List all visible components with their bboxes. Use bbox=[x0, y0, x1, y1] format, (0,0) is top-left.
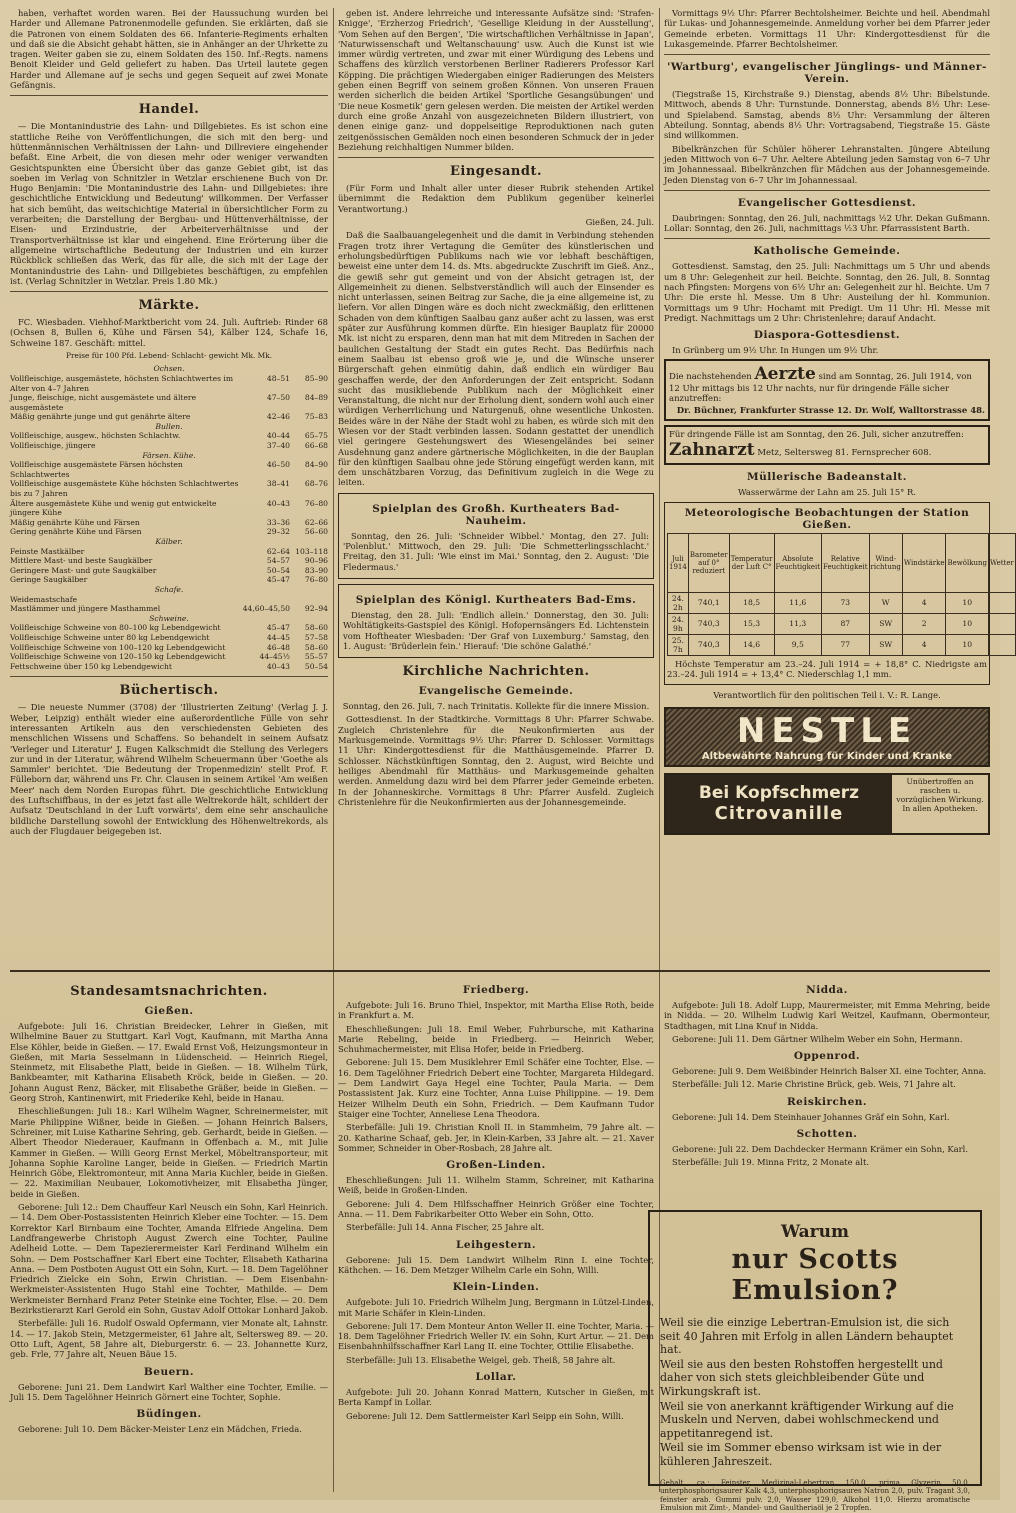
price-row bbox=[10, 527, 328, 537]
standesamt-entry: Eheschließungen: Juli 18.: Karl Wilhelm Wagner, Schreinermeister, mit Marie Philippine Wißner, beide in Gießen. — Johann Heinrich Balsers, Schreiner, mit Luise Katharine Sehring, geb. Gerhardt, beide in Gießen. — Albert Theodor Niederauer, Kaufmann in Offenbach a. M., mit Julie Kammer in Gießen. — Willi Georg Ernst Merkel, Möbeltransporteur, mit Johanna Sophie Karoline Langer, beide in Gießen. — Friedrich Martin Heinrich Göbe, Elektromonteur, mit Anna Maria Kuchler, beide in Gießen. — 22. Maximilian Neubauer, Lokomotivheizer, mit Elisabetha Jünger, beide in Gießen. bbox=[10, 1106, 328, 1199]
standesamt-entry: Geborene: Juli 17. Dem Monteur Anton Weller II. eine Tochter, Maria. — 18. Dem Tagelöhner Friedrich Weller IV. ein Sohn, Kurt Artur. — 21. Dem Eisenbahnhilfsschaffner Karl Lang II. eine Tochter, Ottilie Elisabethe. bbox=[338, 1320, 654, 1352]
nestle-logo: NESTLE bbox=[736, 711, 918, 752]
meteo-cell: 15,3 bbox=[729, 613, 774, 634]
price-label: Vollfleischige, ausgew., höchsten Schlachtw. bbox=[10, 431, 181, 441]
meteo-cell: W bbox=[869, 592, 902, 613]
price-dressed: 76–80 bbox=[304, 575, 328, 585]
standesamt-entry: Sterbefälle: Juli 12. Marie Christine Brück, geb. Weis, 71 Jahre alt. bbox=[672, 1079, 956, 1090]
price-dressed: 66–68 bbox=[304, 441, 328, 451]
meteo-cell bbox=[988, 634, 1015, 655]
meteo-cell: 740,3 bbox=[688, 613, 729, 634]
place-nidda: Nidda. bbox=[806, 984, 848, 996]
meteo-column-header: Relative Feuchtigkeit bbox=[822, 533, 870, 592]
standesamt-entry: Geborene: Juli 10. Dem Bäcker-Meister Lenz ein Mädchen, Frieda. bbox=[18, 1424, 302, 1435]
nestle-slogan: Altbewährte Nahrung für Kinder und Kranke bbox=[701, 751, 953, 763]
section-title-eingesandt: Eingesandt. bbox=[450, 164, 542, 180]
standesamt-middle bbox=[338, 978, 654, 1492]
spielplan-nauheim bbox=[338, 493, 654, 579]
price-label: Vollfleischige ausgemästete Kühe höchsten Schlachtwertes bis zu 7 Jahren bbox=[10, 479, 239, 499]
price-dressed: 55–57 bbox=[304, 652, 328, 662]
column-divider bbox=[333, 8, 334, 1492]
price-live: 42–46 bbox=[266, 412, 290, 422]
price-label: Mäßig genährte Kühe und Färsen bbox=[10, 517, 140, 527]
meteo-column-header: Juli 1914 bbox=[668, 533, 689, 592]
meteo-cell: 10 bbox=[946, 613, 988, 634]
spielplan-ems-text: Dienstag, den 28. Juli: 'Endlich allein.' Donnerstag, den 30. Juli: Wohltätigkeits-Gastspiel des Königl. Hofopernsängers Ed. Lichtenstein vom Hoftheater Wiesbaden: 'Der Graf von Luxemburg.' Samstag, den 1. August: 'Brüderlein fein.' Hierauf: 'Die schöne Galathé.' bbox=[343, 609, 649, 651]
price-row bbox=[10, 441, 328, 451]
spielplan-nauheim-title: Spielplan des Großh. Kurtheaters Bad-Nauheim. bbox=[372, 502, 620, 527]
price-label: Weidemastschafe bbox=[10, 594, 78, 604]
divider bbox=[664, 190, 990, 191]
meteo-row bbox=[668, 613, 1016, 634]
price-live: 46–48 bbox=[266, 642, 290, 652]
price-row bbox=[10, 499, 328, 518]
price-label: Vollfleischige, jüngere bbox=[10, 441, 96, 451]
price-row bbox=[10, 479, 328, 498]
aerzte-heading: Aerzte bbox=[754, 363, 816, 384]
price-label: Ochsen. bbox=[153, 364, 185, 374]
standesamt-entry: Aufgebote: Juli 10. Friedrich Wilhelm Jung, Bergmann in Lützel-Linden, mit Marie Schäfer in Klein-Linden. bbox=[338, 1297, 654, 1318]
place-grossen-linden: Großen-Linden. bbox=[446, 1159, 546, 1172]
divider bbox=[10, 676, 328, 677]
price-dressed: 84–90 bbox=[304, 460, 328, 470]
emulsion-reason: Weil sie die einzige Lebertran-Emulsion ist, die sich seit 40 Jahren mit Erfolg in allen Ländern behauptet hat. bbox=[660, 1316, 954, 1357]
price-live: 40–43 bbox=[266, 498, 290, 508]
price-label: Vollfleischige, ausgemästete, höchsten Schlachtwertes im Alter von 4–7 Jahren bbox=[10, 373, 234, 393]
price-live: 48–51 bbox=[266, 373, 290, 383]
price-dressed: 83–90 bbox=[304, 565, 328, 575]
price-live: 45–47 bbox=[266, 623, 290, 633]
standesamt-entry: Aufgebote: Juli 20. Johann Konrad Mattern, Kutscher in Gießen, mit Berta Kampf in Lollar. bbox=[338, 1387, 654, 1408]
place-klein-linden: Klein-Linden. bbox=[452, 1281, 540, 1294]
meteo-cell bbox=[988, 613, 1015, 634]
price-dressed: 65–75 bbox=[304, 431, 328, 441]
meteo-title: Meteorologische Beobachtungen der Station Gießen. bbox=[684, 506, 970, 531]
meteo-cell: 2 bbox=[902, 613, 946, 634]
standesamt-entry: Geborene: Juli 22. Dem Dachdecker Hermann Krämer ein Sohn, Karl. bbox=[672, 1144, 969, 1155]
price-dressed: 56–60 bbox=[304, 527, 328, 537]
price-live: 40–43 bbox=[266, 661, 290, 671]
market-report-head: FC. Wiesbaden. Viehhof-Marktbericht vom 24. Juli. Auftrieb: Rinder 68 (Ochsen 8, Bullen 6, Kühe und Färsen 54), Kälber 124, Schafe 16, Schweine 187. Geschäft: mittel. bbox=[10, 317, 328, 348]
price-label: Mastlämmer und jüngere Masthammel bbox=[10, 604, 161, 614]
eingesandt-note: (Für Form und Inhalt aller unter dieser Rubrik stehenden Artikel übernimmt die Redaktion dem Publikum gegenüber keinerlei Verantwortung.) bbox=[338, 183, 654, 214]
price-dressed: 84–89 bbox=[304, 393, 328, 403]
standesamt-entry: Sterbefälle: Juli 13. Elisabethe Weigel, geb. Theiß, 58 Jahre alt. bbox=[346, 1354, 616, 1365]
standesamt-entry: Geborene: Juli 15. Dem Musiklehrer Emil Schäfer eine Tochter, Else. — 16. Dem Tagelöhner Friedrich Debert eine Tochter, Margareta Hildegard. — Dem Landwirt Gaya Hegel eine Tochter, Paula Maria. — Dem Postassistent Jak. Kurz eine Tochter, Anna Luise Philippine. — 19. Dem Heizer Wilhelm Deuth ein Sohn, Friedrich. — Dem Kaufmann Tudor Staiger eine Tochter, Anneliese Lena Theodora. bbox=[338, 1057, 654, 1119]
column-left bbox=[10, 8, 328, 968]
price-label: Vollfleischige Schweine von 100–120 kg Lebendgewicht bbox=[10, 642, 226, 652]
meteo-cell: 4 bbox=[902, 634, 946, 655]
meteo-table bbox=[667, 533, 1016, 656]
article-buchertisch: — Die neueste Nummer (3708) der 'Illustrierten Zeitung' (Verlag J. J. Weber, Leipzig) enthält wieder eine außerordentliche Fülle von sehr interessanten Artikeln aus den verschiedensten Gebieten des menschlichen Wissens und Schaffens. So behandelt in seinem Aufsatz 'Verleger und Literatur' J. Eugen Kalkschmidt die Stellung des Verlegers zur und in der Literatur, während Wilhelm Scheuermann über 'Goethe als Sammler' berichtet. 'Die Bedeutung der Tropenmedizin' stellt Prof. F. Fülleborn dar, während uns Fr. Chr. Clausen in seinem Artikel 'Am weißen Meer' nach dem Norden Europas führt. Die geschichtliche Entwicklung des Luftschiffbaus, in der es jetzt fast alle Weltrekorde hält, schildert der Aufsatz 'Deutschland in der Luft vorwärts', dem eine sehr anschauliche bildliche Darstellung sowohl der Entwicklung des Höhenweltrekords, als auch der Flugdauer beigegeben ist. bbox=[10, 702, 328, 836]
standesamt-entry: Sterbefälle: Juli 14. Anna Fischer, 25 Jahre alt. bbox=[346, 1222, 545, 1233]
standesamt-entry: Aufgebote: Juli 16. Christian Breidecker, Lehrer in Gießen, mit Wilhelmine Bauer zu Stuttgart. Karl Vogt, Kaufmann, mit Martha Anna Else Köhler, beide in Gießen. — 17. Ewald Ernst Voß, Heizungsmonteur in Gießen, mit Maria Sesselmann in Lüdenscheid. — Heinrich Riegel, Steinmetz, mit Elisabethe Platt, beide in Gießen. — 18. Wilhelm Türk, Bankbeamter, mit Katharina Elisabeth Kröck, beide in Gießen. — 20. Johann August Renz, Bäcker, mit Elisabethe Gräßer, beide in Gießen. — Georg Stroh, Kantinenwirt, mit Friederike Kehl, beide in Hanau. bbox=[10, 1021, 328, 1104]
price-row bbox=[10, 662, 328, 672]
section-divider bbox=[10, 970, 990, 972]
kirchliche-date: Sonntag, den 26. Juli, 7. nach Trinitatis. Kollekte für die innere Mission. bbox=[342, 701, 650, 712]
standesamt-entry: Geborene: Juli 14. Dem Steinhauer Johannes Gräf ein Sohn, Karl. bbox=[672, 1111, 950, 1122]
price-dressed: 90–96 bbox=[304, 556, 328, 566]
meteo-cell: 10 bbox=[946, 592, 988, 613]
price-live: 33–36 bbox=[266, 517, 290, 527]
place-friedberg: Friedberg. bbox=[462, 984, 530, 996]
zahnarzt-notice bbox=[664, 425, 990, 465]
meteo-cell: 4 bbox=[902, 592, 946, 613]
price-label: Gering genährte Kühe und Färsen bbox=[10, 527, 142, 537]
aerzte-notice bbox=[664, 359, 990, 421]
price-live: 46–50 bbox=[266, 460, 290, 470]
price-row bbox=[10, 412, 328, 422]
price-label: Kälber. bbox=[155, 537, 183, 546]
zahnarzt-pre: Für dringende Fälle ist am Sonntag, den 26. Juli, sicher anzutreffen: bbox=[669, 429, 964, 440]
meteo-column-header: Temperatur der Luft C° bbox=[729, 533, 774, 592]
price-label: Feinste Mastkälber bbox=[10, 546, 85, 556]
nestle-banner bbox=[666, 709, 988, 765]
kirchliche-subtitle: Evangelische Gemeinde. bbox=[418, 685, 574, 698]
price-row bbox=[10, 547, 328, 557]
place-schotten: Schotten. bbox=[796, 1128, 858, 1141]
meteo-column-header: Absolute Feuchtigkeit bbox=[774, 533, 822, 592]
price-label: Färsen. Kühe. bbox=[142, 450, 196, 460]
price-row bbox=[10, 633, 328, 643]
standesamt-entry: Sterbefälle: Juli 16. Rudolf Oswald Opfermann, vier Monate alt, Lahnstr. 14. — 17. Jakob Stein, Metzgermeister, 61 Jahre alt, Seltersweg 89. — 20. Otto Luft, Agent, 58 Jahre alt, Dieburgerstr. 6. — 23. Johannette Kurz, geb. Frle, 77 Jahre alt, Neuen Bäue 15. bbox=[10, 1318, 328, 1360]
verantwortlich: Verantwortlich für den politischen Teil i. V.: R. Lange. bbox=[713, 690, 941, 701]
article-intro: haben, verhaftet worden waren. Bei der Haussuchung wurden bei Harder und Allemane Patronenmodelle gefunden. Sie erklärten, daß sie die Patronen von einem Soldaten des 66. Infanterie-Regiments erhalten und daß sie die Absicht gehabt hätten, sie in Anhänger an der Uhrkette zu tragen. Weiter gaben sie zu, einem Soldaten des 150. Inf.-Regts. namens Benoit Kleider und Geld geliefert zu haben. Das Urteil lautete gegen Harder und Allemane auf je sechs und gegen Sequeit auf zwei Monate Gefängnis. bbox=[10, 8, 328, 91]
meteo-cell: SW bbox=[869, 613, 902, 634]
standesamt-title: Standesamtsnachrichten. bbox=[70, 984, 268, 999]
price-label: Ältere ausgemästete Kühe und wenig gut entwickelte jüngere Kühe bbox=[10, 498, 217, 518]
price-live: 50–54 bbox=[266, 565, 290, 575]
meteo-cell bbox=[988, 592, 1015, 613]
aerzte-post: sind am Sonntag, 26. Juli 1914, von 12 Uhr mittags bis 12 Uhr nachts, nur für dringende Fälle sicher anzutreffen: bbox=[669, 371, 972, 404]
standesamt-left bbox=[10, 978, 328, 1492]
meteo-column-header: Bewölkung bbox=[946, 533, 988, 592]
price-label: Schafe. bbox=[154, 584, 184, 594]
price-label: Vollfleischige Schweine von 120–150 kg Lebendgewicht bbox=[10, 652, 226, 662]
meteo-cell: 24. 2h bbox=[668, 592, 689, 613]
place-budingen: Büdingen. bbox=[136, 1408, 202, 1421]
price-label: Bullen. bbox=[155, 421, 183, 431]
price-row bbox=[10, 652, 328, 662]
price-row bbox=[10, 575, 328, 585]
price-dressed: 85–90 bbox=[304, 373, 328, 383]
standesamt-entry: Geborene: Juli 12.: Dem Chauffeur Karl Neusch ein Sohn, Karl Heinrich. — 14. Dem Ober-Postassistenten Heinrich Kleber eine Tochter. — 15. Dem Korrektor Karl Birnbaum eine Tochter, Amanda Elfriede Angelina. Dem Landfrangewerbe Christoph August Zwerch eine Tochter, Pauline Adelheid Lotte. — Dem Tapezierermeister Karl Ferdinand Wilhelm ein Sohn. — Dem Postschaffner Karl Ebert eine Tochter, Elisabeth Katharina Anna. — Dem Postboten August Ott ein Sohn, Kurt. — 18. Dem Tagelöhner Friedrich Zielcke ein Sohn, Erwin Christian. — Dem Eisenbahn-Werkmeister-Assistenten Hugo Stahl eine Tochter, Mathilde. — Dem Werkmeister Bernhard Franz Peter Steinke eine Tochter, Else. — 20. Dem Bezirkstierarzt Karl Gerold ein Sohn, Gustav Adolf Ottokar Lonhard Jakob. bbox=[10, 1202, 328, 1316]
price-dressed: 58–60 bbox=[304, 623, 328, 633]
kirchliche-text: Gottesdienst. In der Stadtkirche. Vormittags 8 Uhr: Pfarrer Schwabe. Zugleich Christenlehre für die Neukonfirmierten aus der Markusgemeinde. Vormittags 9½ Uhr: Pfarrer D. Schlosser. Vormittags 11 Uhr: Kindergottesdienst für die Matthäusgemeinde. Pfarrer D. Schlosser. Nächstkünftigen Sonntag, den 2. August, wird Beichte und heiliges Abendmahl für Matthäus- und Markusgemeinde gehalten werden. Anmeldung dazu wird bei dem Pfarrer jeder Gemeinde erbeten. In der Johanneskirche. Vormittags 8 Uhr: Pfarrer Ausfeld. Zugleich Christenlehre für die Neukonfirmierten aus der Johannesgemeinde. bbox=[338, 714, 654, 807]
meteo-cell: 25. 7h bbox=[668, 634, 689, 655]
meteo-cell: 11,6 bbox=[774, 592, 822, 613]
meteo-cell: 77 bbox=[822, 634, 870, 655]
price-row bbox=[10, 451, 328, 461]
standesamt-entry: Geborene: Juli 4. Dem Hilfsschaffner Heinrich Größer eine Tochter, Anna. — 11. Dem Fabrikarbeiter Otto Weber ein Sohn, Otto. bbox=[338, 1198, 654, 1220]
citrovanille-banner bbox=[666, 775, 892, 833]
kath-text: Gottesdienst. Samstag, den 25. Juli: Nachmittags um 5 Uhr und abends um 8 Uhr: Gelegenheit zur heil. Beichte. Sonntag, den 26. Juli, 8. Sonntag nach Pfingsten: Morgens von 6½ Uhr an: Gelegenheit zur hl. Beichte. Um 7 Uhr: Die erste hl. Messe. Um 8 Uhr: Austeilung der hl. Kommunion. Vormittags um 9 Uhr: Hochamt mit Predigt. Um 11 Uhr: Hl. Messe mit Predigt. Nachmittags um 2 Uhr: Christenlehre; darauf Andacht. bbox=[664, 261, 990, 323]
price-live: 44–45 bbox=[266, 632, 290, 642]
standesamt-entry: Geborene: Juni 21. Dem Landwirt Karl Walther eine Tochter, Emilie. — Juli 15. Dem Tagelöhner Heinrich Görnert eine Tochter, Sophie. bbox=[10, 1381, 328, 1402]
citrovanille-brand: Citrovanille bbox=[714, 803, 844, 825]
price-live: 47–50 bbox=[266, 393, 290, 403]
divider bbox=[10, 291, 328, 292]
section-title-kirchliche: Kirchliche Nachrichten. bbox=[402, 664, 590, 680]
price-dressed: 75–83 bbox=[304, 412, 328, 422]
price-row bbox=[10, 595, 328, 605]
price-live: 40–44 bbox=[266, 431, 290, 441]
meteo-column-header: Barometer auf 0° reduziert bbox=[688, 533, 729, 592]
price-row bbox=[10, 518, 328, 528]
price-label: Geringe Saugkälber bbox=[10, 575, 88, 585]
price-row bbox=[10, 643, 328, 653]
price-live: 29–32 bbox=[266, 527, 290, 537]
diaspora-text: In Grünberg um 9½ Uhr. In Hungen um 9½ Uhr. bbox=[672, 345, 879, 356]
citrovanille-ad bbox=[664, 773, 990, 835]
meteo-cell: 740,1 bbox=[688, 592, 729, 613]
meteo-cell: 18,5 bbox=[729, 592, 774, 613]
emulsion-reason: Weil sie im Sommer ebenso wirksam ist wie in der kühleren Jahreszeit. bbox=[660, 1441, 942, 1468]
bibel-text: Bibelkränzchen für Schüler höherer Lehranstalten. Jüngere Abteilung jeden Mittwoch von 6–7 Uhr. Aeltere Abteilung jeden Samstag von 6–7 Uhr im Johannessaal. Bibelkränzchen für Mädchen aus der Johannesgemeinde. Jeden Dienstag von 6–7 Uhr im Johannessaal. bbox=[664, 143, 990, 185]
price-row bbox=[10, 431, 328, 441]
standesamt-right bbox=[664, 978, 990, 1203]
standesamt-entry: Geborene: Juli 11. Dem Gärtner Wilhelm Weber ein Sohn, Hermann. bbox=[672, 1033, 963, 1044]
meteo-cell: 10 bbox=[946, 634, 988, 655]
price-label: Junge, fleischige, nicht ausgemästete und ältere ausgemästete bbox=[10, 393, 197, 412]
meteo-column-header: Wetter bbox=[988, 533, 1015, 592]
column-middle bbox=[338, 8, 654, 968]
price-row bbox=[10, 364, 328, 374]
spielplan-nauheim-text: Sonntag, den 26. Juli: 'Schneider Wibbel.' Montag, den 27. Juli: 'Polenblut.' Mittwoch, den 29. Juli: 'Die Schmetterlingsschlacht.' Freitag, den 31. Juli: 'Wie einst im Mai.' Sonntag, den 2. August: 'Die Fledermaus.' bbox=[343, 530, 649, 572]
emulsion-reason: Weil sie von anerkannt kräftigender Wirkung auf die Muskeln und Nerven, dabei wohlschmeckend und appetitanregend ist. bbox=[660, 1399, 954, 1440]
emulsion-headline: Warum bbox=[781, 1222, 849, 1242]
price-live: 44–45½ bbox=[259, 652, 290, 662]
place-lollar: Lollar. bbox=[475, 1371, 517, 1384]
price-row bbox=[10, 566, 328, 576]
place-oppenrod: Oppenrod. bbox=[793, 1050, 861, 1063]
meteo-column-header: Wind-richtung bbox=[869, 533, 902, 592]
price-row bbox=[10, 422, 328, 432]
price-label: Mäßig genährte junge und gut genährte ältere bbox=[10, 412, 191, 422]
standesamt-entry: Eheschließungen: Juli 18. Emil Weber, Fuhrbursche, mit Katharina Marie Rebeling, beide in Friedberg. — Heinrich Weber, Schuhmachermeister, mit Elisa Hofer, beide in Friedberg. bbox=[338, 1023, 654, 1055]
standesamt-entry: Eheschließungen: Juli 11. Wilhelm Stamm, Schreiner, mit Katharina Weiß, beide in Großen-Linden. bbox=[338, 1175, 654, 1196]
meteo-cell: 87 bbox=[822, 613, 870, 634]
kath-title: Katholische Gemeinde. bbox=[753, 245, 901, 258]
meteo-cell: SW bbox=[869, 634, 902, 655]
price-row bbox=[10, 585, 328, 595]
article-eingesandt: Daß die Saalbauangelegenheit und die damit in Verbindung stehenden Fragen trotz ihrer Vertagung die Gemüter des künstlerischen und erholungsbedürftigen Publikums nach wie vor lebhaft beschäftigen, beweist eine unter dem 14. ds. Mts. abgedruckte Zuschrift im Gieß. Anz., die gewiß sehr gut gemeint und von der Absicht getragen ist, der Allgemeinheit zu dienen. Selbstverständlich will auch der Einsender es nicht unterlassen, seinen Beitrag zur Sache, die ja eine allgemeine ist, zu liefern. Vor allen Dingen wäre es doch nicht zweckmäßig, den erlittenen Schaden von dem künftigen Saalbau ganz außer acht zu lassen, was erst später zur Ausführung kommen dürfte. Ein hiesiger Bauplatz für 20000 Mk. ist nicht zu ersparen, denn man hat mit dem Mitreden in Sachen der baulichen Gestaltung der Stadt ein gutes Recht. Das Bedürfnis nach einem Saalbau ist ebenso groß wie je, und die Wünsche unserer Bürgerschaft gehen einmütig dahin, daß endlich ein würdiger Bau geschaffen werde, der den Anforderungen der Zeit entspricht. Sodann sucht das musikliebende Publikum nach der Möglichkeit einer Veranstaltung, die nicht nur der Erholung dient, sondern wohl auch einer würdigen Verherrlichung und Naturgenuß, ohne wesentliche Unkosten. Beides wäre in der Nähe der Stadt wohl zu haben, es würde sich mit den Wiesen vor der Stadt verbinden lassen. Sodann gestattet der unendlich viel geringere Gestehungswert des Wiesengeländes bei seiner Ausdehnung ganz andere gärtnerische Möglichkeiten, in die der Bauplan für den künftigen Saalbau ohne jede Störung eingefügt werden kann, mit dem unschätzbaren Vorzug, das Definitivum zugleich in die Wege zu leiten. bbox=[338, 230, 654, 488]
spielplan-ems bbox=[338, 584, 654, 658]
meteo-cell: 14,6 bbox=[729, 634, 774, 655]
place-giessen: Gießen. bbox=[144, 1005, 194, 1017]
standesamt-entry: Sterbefälle: Juli 19. Christian Knoll II. in Stammheim, 79 Jahre alt. — 20. Katharine Schaaf, geb. Jer, in Klein-Karben, 33 Jahre alt. — 21. Xaver Sommer, Schneider in Ober-Rosbach, 28 Jahre alt. bbox=[338, 1122, 654, 1153]
price-live: 44,60–45,50 bbox=[242, 604, 290, 614]
price-label: Vollfleischige Schweine von 80–100 kg Lebendgewicht bbox=[10, 623, 221, 633]
divider bbox=[10, 95, 328, 96]
price-row bbox=[10, 556, 328, 566]
place-reiskirchen: Reiskirchen. bbox=[786, 1095, 868, 1108]
spielplan-ems-title: Spielplan des Königl. Kurtheaters Bad-Ems. bbox=[355, 593, 637, 606]
standesamt-entry: Geborene: Juli 12. Dem Sattlermeister Karl Seipp ein Sohn, Willi. bbox=[346, 1410, 624, 1421]
price-label: Vollfleischige ausgemästete Färsen höchsten Schlachtwertes bbox=[10, 460, 183, 479]
price-live: 62–64 bbox=[266, 546, 290, 556]
article-cont: geben ist. Andere lehrreiche und interessante Aufsätze sind: 'Strafen-Knigge', 'Erzherzog Friedrich', 'Gesellige Kleidung in der Ausstellung', 'Vom Sehen auf den Bergen', 'Die wirtschaftlichen Verhältnisse in Japan', 'Naturwissenschaft und Weltanschauung' usw. Auch die Kunst ist wie immer würdig vertreten, und zwar mit einer Würdigung des Lebens und Schaffens des kürzlich verstorbenen Berliner Radierers Professor Karl Köpping. Die prächtigen Wiedergaben einiger Radierungen des Meisters geben einen Begriff von seinem großen Können. Von unseren Frauen werden sicherlich die beiden Artikel 'Sportliche Gesangsübungen' und 'Die neue Kosmetik' gern gelesen werden. Die meisten der Artikel werden durch eine große Anzahl von ausgezeichneten Bildern illustriert, von denen einige ganz- und doppelseitige Reproduktionen nach guten zeitgenössischen Gemälden noch einen besonderen Schmuck der in jeder Beziehung reichhaltigen Nummer bilden. bbox=[338, 8, 654, 152]
emulsion-reason: Weil sie aus den besten Rohstoffen hergestellt und daher von sich stets gleichbleibender Güte und Wirkungskraft ist. bbox=[660, 1357, 943, 1398]
price-dressed: 50–54 bbox=[304, 661, 328, 671]
evg-text: Daubringen: Sonntag, den 26. Juli, nachmittags ½2 Uhr. Dekan Gußmann. Lollar: Sonntag, den 26. Juli, nachmittags ½3 Uhr. Pfarrassistent Barth. bbox=[664, 212, 990, 234]
place-beuern: Beuern. bbox=[143, 1365, 195, 1378]
meteo-cell: 740,3 bbox=[688, 634, 729, 655]
evg-title: Evangelischer Gottesdienst. bbox=[737, 196, 917, 209]
price-label: Fettschweine über 150 kg Lebendgewicht bbox=[10, 661, 172, 671]
scotts-emulsion-ad bbox=[648, 1210, 982, 1513]
price-live bbox=[243, 595, 290, 605]
price-label: Mittlere Mast- und beste Saugkälber bbox=[10, 556, 153, 566]
column-right bbox=[664, 8, 1014, 968]
nestle-ad bbox=[664, 707, 990, 767]
price-live: 37–40 bbox=[266, 441, 290, 451]
meteo-box bbox=[664, 502, 1014, 686]
aerzte-pre: Die nachstehenden bbox=[669, 371, 752, 382]
price-live: 54–57 bbox=[266, 556, 290, 566]
eingesandt-place: Gießen, 24. Juli. bbox=[585, 217, 654, 228]
zahnarzt-heading: Zahnarzt bbox=[669, 439, 755, 460]
emulsion-ingredients: Gehalt, ca.: Feinster Medizinal-Lebertran 150,0, prima Glyzerin 50,0, unterphosphorigsaurer Kalk 4,3, unterphosphorigsaures Natron 2,0, pulv. Tragant 3,0, feinster arab. Gummi pulv. 2,0, Wasser 129,0, Alkohol 11,0. Hierzu aromatische Emulsion mit Zimt-, Mandel- und Gaultheriaöl je 2 Tropfen. bbox=[660, 1478, 970, 1513]
standesamt-entry: Aufgebote: Juli 18. Adolf Lupp, Maurermeister, mit Emma Mehring, beide in Nidda. — 20. Wilhelm Ludwig Karl Weitzel, Kaufmann, Obermonteur, Stadthagen, mit Lina Knuf in Nidda. bbox=[664, 1000, 990, 1031]
section-title-markte: Märkte. bbox=[138, 298, 200, 314]
meteo-cell: 73 bbox=[822, 592, 870, 613]
meteo-row bbox=[668, 592, 1016, 613]
price-dressed: 57–58 bbox=[304, 632, 328, 642]
divider bbox=[338, 157, 654, 158]
citrovanille-claim: Unübertroffen an raschen u. vorzüglichen Wirkung. In allen Apotheken. bbox=[896, 776, 984, 813]
price-row bbox=[10, 537, 328, 547]
bad-title: Müllerische Badeanstalt. bbox=[747, 470, 907, 483]
article-handel: — Die Montanindustrie des Lahn- und Dillgebietes. Es ist schon eine stattliche Reihe von Veröffentlichungen, die sich mit den berg- und hüttenmännischen Verhältnissen der Lahn- und Dillreviere eingehender befaßt. Eine Arbeit, die von diesen mehr oder weniger verwandten Gesichtspunkten eine Übersicht über das ganze Gebiet gibt, ist das soeben im Verlag von Schnitzler in Wetzlar erschienene Buch von Dr. Hugo Benjamin: 'Die Montanindustrie des Lahn- und Dillgebietes: ihre geschichtliche Entwicklung und Bedeutung' willkommen. Der Verfasser hat sich bemüht, das weitschichtige Material in übersichtlicher Form zu verarbeiten; die Darstellung der Bergbau- und Hüttenverhältnisse, der Eisen- und Erzindustrie, der Arbeiterverhältnisse und der Transportverhältnisse ist klar und eingehend. Eine Erörterung über die allgemeine wirtschaftliche Bedeutung der Industrien und ein kurzer Rückblick schließen das Werk, das für alle, die sich mit der Lage der Montanindustrie des Lahn- und Dillgebietes beschäftigen, zu empfehlen ist. (Verlag Schnitzler in Wetzlar. Preis 1.80 Mk.) bbox=[10, 121, 328, 286]
citrovanille-headline: Bei Kopfschmerz bbox=[698, 783, 860, 804]
price-header: Preise für 100 Pfd. Lebend- Schlacht- gewicht Mk. Mk. bbox=[65, 351, 273, 361]
price-row bbox=[10, 623, 328, 633]
wartburg-text: (Tiegstraße 15, Kirchstraße 9.) Dienstag, abends 8½ Uhr: Bibelstunde. Mittwoch, abends 8 Uhr: Turnstunde. Donnerstag, abends 8½ Uhr: Lese- und Spielabend. Samstag, abends 8½ Uhr: Versammlung der älteren Abteilung. Sonntag, abends 8½ Uhr: Vortragsabend, Tiegstraße 15. Gäste sind willkommen. bbox=[664, 89, 990, 141]
standesamt-entry: Sterbefälle: Juli 19. Minna Fritz, 2 Monate alt. bbox=[672, 1157, 869, 1168]
price-row bbox=[10, 460, 328, 479]
price-dressed: 62–66 bbox=[304, 517, 328, 527]
price-live: 38–41 bbox=[266, 479, 290, 489]
price-dressed: 58–60 bbox=[304, 642, 328, 652]
meteo-column-header: Windstärke bbox=[902, 533, 946, 592]
price-dressed: 103–118 bbox=[295, 546, 328, 556]
price-dressed: 68–76 bbox=[304, 479, 328, 489]
standesamt-entry: Aufgebote: Juli 16. Bruno Thiel, Inspektor, mit Martha Elise Roth, beide in Frankfurt a. M. bbox=[338, 1000, 654, 1021]
price-row bbox=[10, 393, 328, 412]
price-dressed bbox=[290, 595, 328, 605]
price-row bbox=[10, 604, 328, 614]
price-dressed: 76–80 bbox=[304, 498, 328, 508]
meteo-cell: 24. 9h bbox=[668, 613, 689, 634]
price-table bbox=[10, 364, 328, 671]
price-dressed: 92–94 bbox=[304, 604, 328, 614]
price-live: 45–47 bbox=[266, 575, 290, 585]
kirchliche-cont: Vormittags 9½ Uhr: Pfarrer Bechtolsheimer. Beichte und heil. Abendmahl für Lukas- und Johannesgemeinde. Anmeldung vorher bei dem Pfarrer jeder Gemeinde erbeten. Vormittags 11 Uhr: Kindergottesdienst für die Lukasgemeinde. Pfarrer Bechtolsheimer. bbox=[664, 8, 990, 49]
place-leihgestern: Leihgestern. bbox=[456, 1238, 536, 1251]
section-title-handel: Handel. bbox=[138, 102, 200, 118]
price-label: Vollfleischige Schweine unter 80 kg Lebendgewicht bbox=[10, 632, 210, 642]
meteo-footer: Höchste Temperatur am 23.–24. Juli 1914 = + 18,8° C. Niedrigste am 23.–24. Juli 1914 = + 13,4° C. Niederschlag 1,1 mm. bbox=[667, 658, 987, 680]
standesamt-entry: Geborene: Juli 15. Dem Landwirt Wilhelm Rinn I. eine Tochter, Käthchen. — 16. Dem Metzger Wilhelm Carle ein Sohn, Willi. bbox=[338, 1254, 654, 1275]
price-row bbox=[10, 374, 328, 393]
meteo-row bbox=[668, 634, 1016, 655]
price-row bbox=[10, 614, 328, 624]
price-label: Schweine. bbox=[149, 613, 189, 623]
aerzte-names: Dr. Büchner, Frankfurter Strasse 12. Dr. Wolf, Walltorstrasse 48. bbox=[676, 405, 985, 416]
meteo-cell: 9,5 bbox=[774, 634, 822, 655]
standesamt-entry: Geborene: Juli 9. Dem Weißbinder Heinrich Balser XI. eine Tochter, Anna. bbox=[672, 1066, 987, 1077]
divider bbox=[664, 54, 990, 55]
section-title-buchertisch: Büchertisch. bbox=[119, 683, 219, 699]
wartburg-title: 'Wartburg', evangelischer Jünglings- und Männer-Verein. bbox=[667, 61, 987, 86]
emulsion-brand: nur Scotts Emulsion? bbox=[731, 1244, 899, 1306]
meteo-cell: 11,3 bbox=[774, 613, 822, 634]
bad-text: Wasserwärme der Lahn am 25. Juli 15° R. bbox=[738, 486, 916, 497]
zahnarzt-post: Metz, Seltersweg 81. Fernsprecher 608. bbox=[757, 447, 932, 458]
diaspora-title: Diaspora-Gottesdienst. bbox=[753, 329, 901, 342]
divider bbox=[664, 238, 990, 239]
price-label: Geringere Mast- und gute Saugkälber bbox=[10, 565, 157, 575]
